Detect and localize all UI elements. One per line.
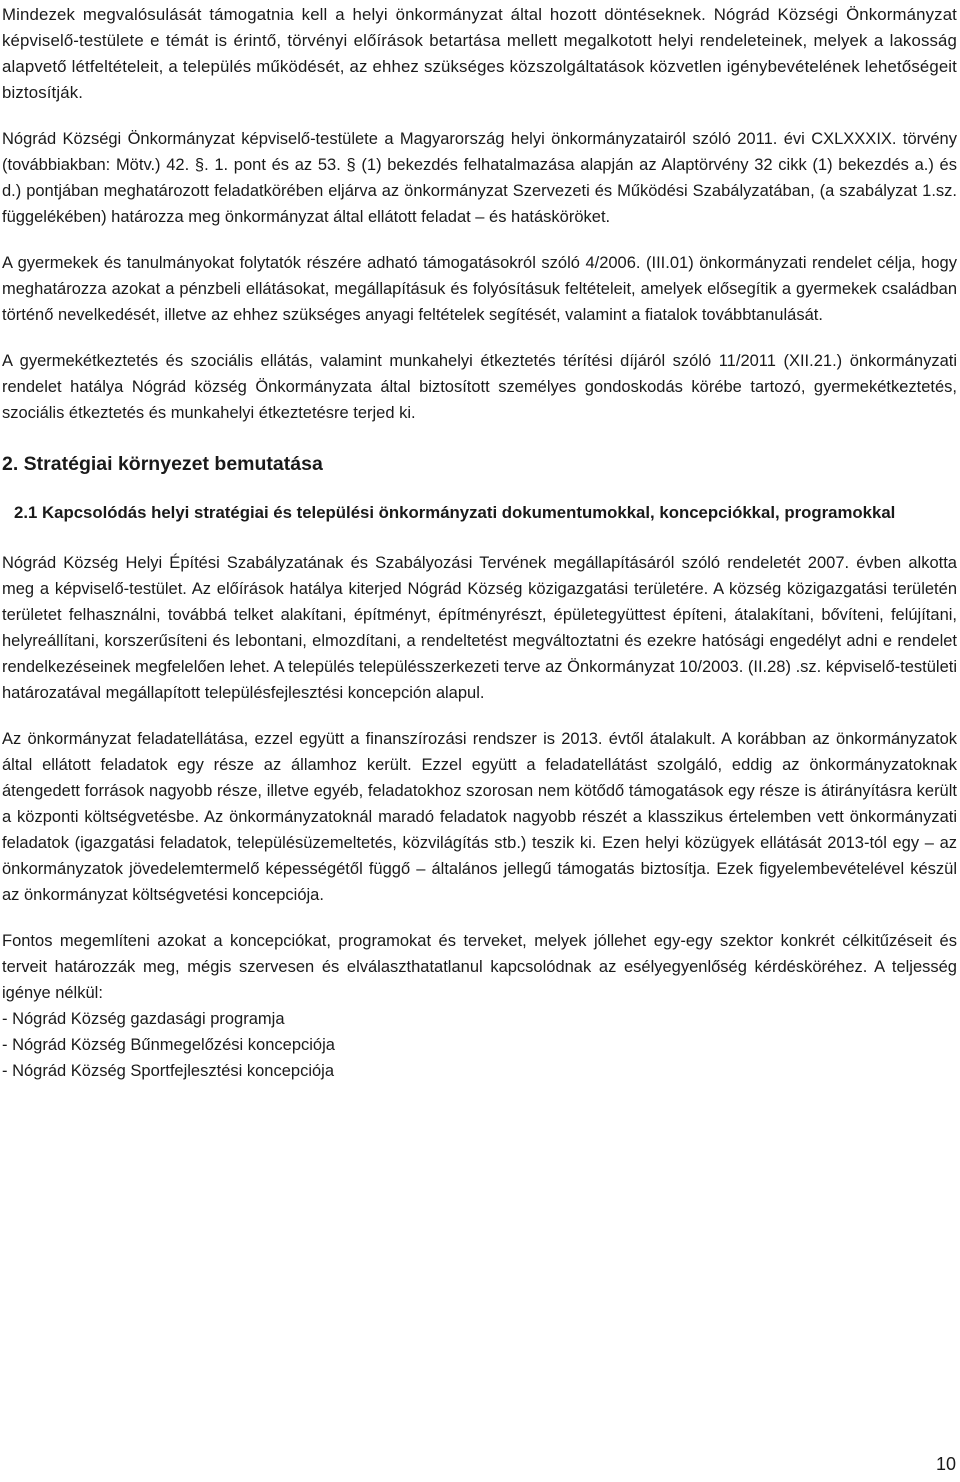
list-item: - Nógrád Község Sportfejlesztési koncepciója [2,1062,335,1080]
paragraph-financing-system: Az önkormányzat feladatellátása, ezzel együtt a finanszírozási rendszer is 2013. évtől átalakult. A korábban az önkormányzatok által ellátott feladatok egy része az államhoz került. Ezzel együtt a feladatellátást szolgáló, eddig az önkormányzatoknak átengedett források nagyobb része, illetve egyéb, feladatokhoz szorosan nem kötődő támogatások egy része is átirányításra került a központi költségvetésbe. Az önkormányzatoknál maradó feladatok nagyobb részét a klasszikus értelemben vett önkormányzati feladatok (igazgatási feladatok, településüzemeltetés, közvilágítás stb.) teszik ki. Ezen helyi közügyek ellátását 2013-tól egy – az önkormányzatok jövedelemtermelő képességétől függő – általános jellegű támogatás biztosítja. Ezek figyelembevételével készül az önkormányzat költségvetési koncepciója. [2,730,957,904]
section-heading-strategic-environment: 2. Stratégiai környezet bemutatása [2,453,323,475]
subsection-heading-related-documents: 2.1 Kapcsolódás helyi stratégiai és települési önkormányzati dokumentumokkal, koncepciókkal, programokkal [14,503,896,522]
paragraph-local-decisions: Mindezek megvalósulását támogatnia kell a helyi önkormányzat által hozott döntéseknek. Nógrád Községi Önkormányzat képviselő-testülete e témát is érintő, törvényi előírások betartása mellett megalkotott helyi rendeleteinek, melyek a lakosság alapvető létfeltételeit, a település működését, az ehhez szükséges közszolgáltatások közvetlen igénybevételének lehetőségeit biztosítják. [2,5,957,102]
paragraph-building-regulations: Nógrád Község Helyi Építési Szabályzatának és Szabályozási Tervének megállapításáról szóló rendeletét 2007. évben alkotta meg a képviselő-testület. Az előírások hatálya kiterjed Nógrád Község közigazgatási területére. A község közigazgatási területén területet felhasználni, továbbá telket alakítani, építményt, építményrészt, épületegyüttest építeni, átalakítani, bővíteni, felújítani, helyreállítani, korszerűsíteni és lebontani, elmozdítani, a rendeltetést megváltoztatni és ezekre hatósági engedélyt adni e rendelet rendelkezéseinek megfelelően lehet. A település településszerkezeti terve az Önkormányzat 10/2003. (II.28) .sz. képviselő-testületi határozatával megállapított településfejlesztési koncepción alapul. [2,554,957,702]
paragraph-catering-decree: A gyermekétkeztetés és szociális ellátás, valamint munkahelyi étkeztetés térítési díjáról szóló 11/2011 (XII.21.) önkormányzati rendelet hatálya Nógrád község Önkormányzata által biztosított személyes gondoskodás körébe tartozó, gyermekétkeztetés, szociális étkeztetés és munkahelyi étkeztetésre terjed ki. [2,352,957,422]
page-number: 10 [935,1454,956,1474]
paragraph-related-concepts: Fontos megemlíteni azokat a koncepciókat, programokat és terveket, melyek jóllehet egy-egy szektor konkrét célkitűzéseit és terveit határozzák meg, mégis szervesen és elválaszthatatlanul kapcsolódnak az esélyegyenlőség kérdésköréhez. A teljesség igénye nélkül: [2,932,957,1002]
document-body [2,2,957,1084]
list-item: - Nógrád Község Bűnmegelőzési koncepciója [2,1036,335,1054]
paragraph-motv-law: Nógrád Községi Önkormányzat képviselő-testülete a Magyarország helyi önkormányzatairól szóló 2011. évi CXLXXXIX. törvény (továbbiakban: Mötv.) 42. §. 1. pont és az 53. § (1) bekezdés felhatalmazása alapján az Alaptörvény 32 cikk (1) bekezdés a.) és d.) pontjában meghatározott feladatkörében eljárva az önkormányzat Szervezeti és Működési Szabályzatában, (a szabályzat 1.sz. függelékében) határozza meg önkormányzat által ellátott feladat – és hatásköröket. [2,130,957,226]
concept-list [2,1006,957,1084]
list-item: - Nógrád Község gazdasági programja [2,1010,285,1028]
paragraph-child-support-decree: A gyermekek és tanulmányokat folytatók részére adható támogatásokról szóló 4/2006. (III.01) önkormányzati rendelet célja, hogy meghatározza azokat a pénzbeli ellátásokat, megállapításuk és folyósításuk feltételeit, amelyek elősegítik a gyermekek családban történő nevelkedését, illetve az ehhez szükséges anyagi feltételek segítését, valamint a fiatalok továbbtanulását. [2,254,957,324]
